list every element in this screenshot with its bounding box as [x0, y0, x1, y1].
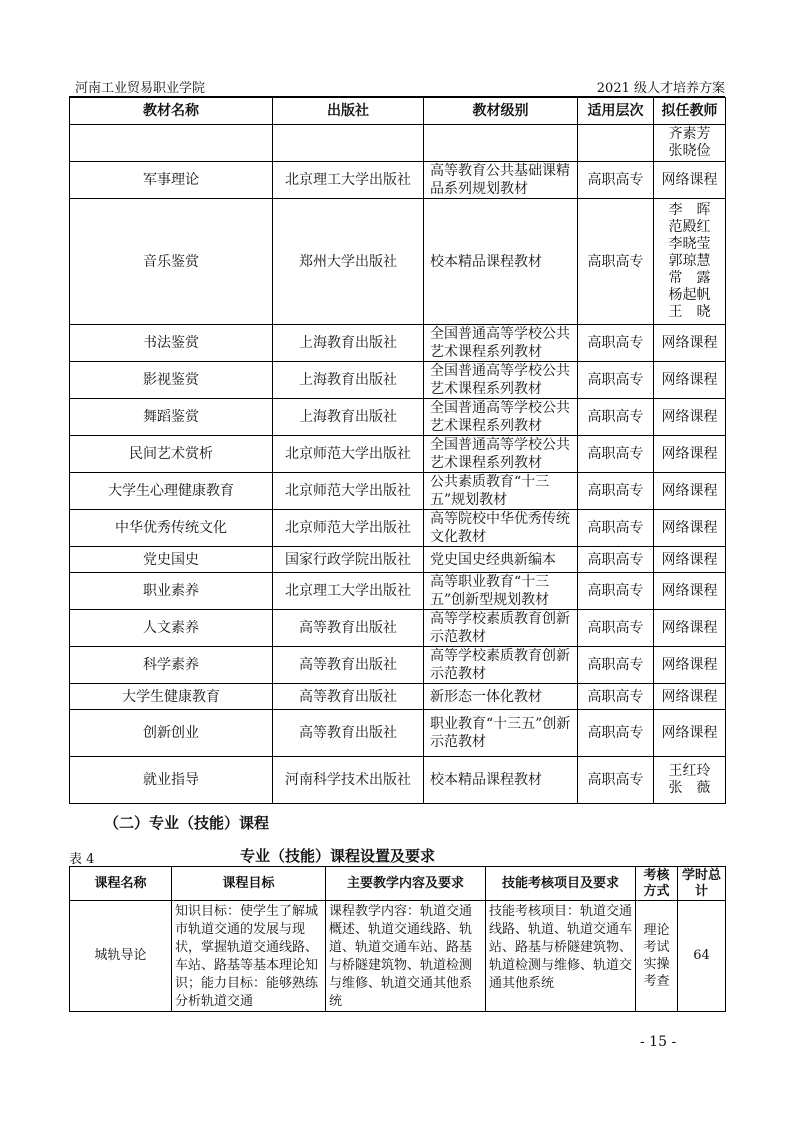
table-row: [70, 610, 726, 647]
teacher-name: 张 薇: [668, 780, 711, 796]
teacher-name: 网络课程: [661, 657, 718, 673]
textbook-name: 民间艺术赏析: [70, 436, 273, 473]
teachers: [654, 399, 726, 436]
table-row: [70, 473, 726, 510]
teacher-name: 李 晖: [668, 202, 711, 218]
col-header: 课程名称: [70, 867, 172, 901]
teachers: [654, 362, 726, 399]
teacher-name: 网络课程: [661, 409, 718, 425]
textbook-level: 党史国史经典新编本: [424, 547, 578, 573]
teachers: [654, 325, 726, 362]
textbook-level: 全国普通高等学校公共艺术课程系列教材: [424, 436, 578, 473]
teachers: [654, 647, 726, 684]
exam-method-line: 考查: [643, 973, 670, 989]
teacher-name: 常 露: [668, 270, 711, 286]
teacher-name: 郭琼慧: [668, 253, 711, 269]
publisher: 高等教育出版社: [273, 647, 424, 684]
teachers: [654, 125, 726, 162]
textbook-level: 高等学校素质教育创新示范教材: [424, 610, 578, 647]
textbook-level: 新形态一体化教材: [424, 684, 578, 710]
publisher: 上海教育出版社: [273, 362, 424, 399]
section-heading: （二）专业（技能）课程: [104, 814, 270, 832]
table-row: [70, 757, 726, 804]
exam-method: [636, 901, 678, 1012]
applicable-tier: 高职高专: [578, 573, 654, 610]
teacher-name: 网络课程: [661, 551, 718, 568]
textbook-name: 大学生健康教育: [70, 684, 273, 710]
total-hours: 64: [678, 901, 726, 1012]
table-label: 表 4: [69, 852, 95, 867]
course-goal: 知识目标：使学生了解城市轨道交通的发展与现状，掌握轨道交通线路、车站、路基等基本理论知识；能力目标：能够熟练分析轨道交通: [172, 901, 326, 1012]
textbook-name: 大学生心理健康教育: [70, 473, 273, 510]
exam-method-line: 理论: [643, 922, 670, 938]
table-row: [70, 547, 726, 573]
textbook-name: 就业指导: [70, 757, 273, 804]
table-row: [70, 399, 726, 436]
applicable-tier: 高职高专: [578, 473, 654, 510]
col-header: 适用层次: [578, 98, 654, 125]
table-row: [70, 710, 726, 757]
teachers: [654, 436, 726, 473]
applicable-tier: 高职高专: [578, 199, 654, 325]
skill-assessment: 技能考核项目：轨道交通线路、轨道、轨道交通车站、路基与桥隧建筑物、轨道检测与维修、轨道交通其他系统: [486, 901, 636, 1012]
course-table: [69, 866, 726, 1012]
publisher: 郑州大学出版社: [273, 199, 424, 325]
textbook-level: 高等院校中华优秀传统文化教材: [424, 510, 578, 547]
applicable-tier: 高职高专: [578, 325, 654, 362]
applicable-tier: 高职高专: [578, 684, 654, 710]
plan-title: 2021 级人才培养方案: [596, 81, 725, 96]
textbook-name: 军事理论: [70, 162, 273, 199]
table-row: [70, 362, 726, 399]
publisher: 高等教育出版社: [273, 710, 424, 757]
publisher: 上海教育出版社: [273, 325, 424, 362]
teacher-name: 范殿红: [668, 219, 711, 235]
teachers: [654, 610, 726, 647]
teachers: [654, 684, 726, 710]
col-header: 教材名称: [70, 98, 273, 125]
publisher: [273, 125, 424, 162]
table-row: [70, 901, 726, 1012]
applicable-tier: 高职高专: [578, 362, 654, 399]
textbook-name: 书法鉴赏: [70, 325, 273, 362]
textbook-level: 公共素质教育“十三五”规划教材: [424, 473, 578, 510]
applicable-tier: 高职高专: [578, 162, 654, 199]
applicable-tier: 高职高专: [578, 510, 654, 547]
textbook-level: 校本精品课程教材: [424, 199, 578, 325]
teachers: [654, 162, 726, 199]
teacher-name: 网络课程: [661, 688, 718, 705]
applicable-tier: 高职高专: [578, 610, 654, 647]
textbook-level: 高等职业教育“十三五”创新型规划教材: [424, 573, 578, 610]
teacher-name: 网络课程: [661, 446, 718, 462]
textbook-level: 职业教育“十三五”创新示范教材: [424, 710, 578, 757]
textbook-level: 高等教育公共基础课精品系列规划教材: [424, 162, 578, 199]
textbook-name: 人文素养: [70, 610, 273, 647]
exam-method-line: 实操: [643, 956, 670, 972]
col-header: 主要教学内容及要求: [326, 867, 486, 901]
teachers: [654, 710, 726, 757]
textbook-name: 职业素养: [70, 573, 273, 610]
table-row: [70, 436, 726, 473]
course-content: 课程教学内容：轨道交通概述、轨道交通线路、轨道、轨道交通车站、路基与桥隧建筑物、轨道检测与维修、轨道交通其他系统: [326, 901, 486, 1012]
teachers: [654, 199, 726, 325]
teacher-name: 齐素芳: [668, 126, 711, 142]
teacher-name: 网络课程: [661, 725, 718, 741]
course-name: 城轨导论: [70, 901, 172, 1012]
table-row: [70, 647, 726, 684]
publisher: 北京理工大学出版社: [273, 573, 424, 610]
page-number: - 15 -: [640, 1034, 677, 1050]
teacher-name: 网络课程: [661, 335, 718, 351]
table-title: 专业（技能）课程设置及要求: [240, 847, 436, 865]
teacher-name: 网络课程: [661, 620, 718, 636]
teachers: [654, 757, 726, 804]
publisher: 国家行政学院出版社: [273, 547, 424, 573]
publisher: 北京师范大学出版社: [273, 473, 424, 510]
teacher-name: 网络课程: [661, 520, 718, 536]
course-table-header: [70, 867, 726, 901]
teacher-name: 张晓俭: [668, 143, 711, 159]
publisher: 高等教育出版社: [273, 684, 424, 710]
teachers: [654, 573, 726, 610]
table-row: [70, 162, 726, 199]
teacher-name: 李晓莹: [668, 236, 711, 252]
table-row: [70, 325, 726, 362]
teacher-name: 杨起帆: [668, 287, 711, 303]
teachers: [654, 473, 726, 510]
table-row: [70, 684, 726, 710]
col-header: 课程目标: [172, 867, 326, 901]
col-header: 拟任教师: [654, 98, 726, 125]
col-header: 考核方式: [636, 867, 678, 901]
publisher: 河南科学技术出版社: [273, 757, 424, 804]
teacher-name: 网络课程: [661, 583, 718, 599]
textbook-name: 音乐鉴赏: [70, 199, 273, 325]
teacher-name: 王 晓: [668, 304, 711, 320]
teachers: [654, 547, 726, 573]
textbook-name: 舞蹈鉴赏: [70, 399, 273, 436]
table-row: [70, 125, 726, 162]
applicable-tier: 高职高专: [578, 710, 654, 757]
applicable-tier: 高职高专: [578, 757, 654, 804]
applicable-tier: 高职高专: [578, 436, 654, 473]
applicable-tier: 高职高专: [578, 547, 654, 573]
col-header: 学时总计: [678, 867, 726, 901]
teachers: [654, 510, 726, 547]
textbook-name: 党史国史: [70, 547, 273, 573]
publisher: 北京师范大学出版社: [273, 510, 424, 547]
textbook-level: 全国普通高等学校公共艺术课程系列教材: [424, 399, 578, 436]
textbook-name: 中华优秀传统文化: [70, 510, 273, 547]
table-row: [70, 573, 726, 610]
publisher: 北京师范大学出版社: [273, 436, 424, 473]
table-row: [70, 510, 726, 547]
teacher-name: 网络课程: [661, 372, 718, 388]
col-header: 教材级别: [424, 98, 578, 125]
textbook-name: 创新创业: [70, 710, 273, 757]
textbook-level: [424, 125, 578, 162]
publisher: 北京理工大学出版社: [273, 162, 424, 199]
textbook-table-header: [70, 98, 726, 125]
teacher-name: 网络课程: [661, 483, 718, 499]
applicable-tier: 高职高专: [578, 647, 654, 684]
teacher-name: 网络课程: [661, 172, 718, 188]
textbook-level: 校本精品课程教材: [424, 757, 578, 804]
publisher: 上海教育出版社: [273, 399, 424, 436]
exam-method-line: 考试: [643, 939, 670, 955]
textbook-name: 影视鉴赏: [70, 362, 273, 399]
textbook-name: 科学素养: [70, 647, 273, 684]
textbook-level: 全国普通高等学校公共艺术课程系列教材: [424, 362, 578, 399]
publisher: 高等教育出版社: [273, 610, 424, 647]
col-header: 技能考核项目及要求: [486, 867, 636, 901]
page-header: [69, 74, 725, 96]
textbook-level: 高等学校素质教育创新示范教材: [424, 647, 578, 684]
textbook-level: 全国普通高等学校公共艺术课程系列教材: [424, 325, 578, 362]
applicable-tier: [578, 125, 654, 162]
col-header: 出版社: [273, 98, 424, 125]
textbook-name: [70, 125, 273, 162]
teacher-name: 王红玲: [668, 763, 711, 779]
table-row: [70, 199, 726, 325]
textbook-table: [69, 97, 726, 804]
applicable-tier: 高职高专: [578, 399, 654, 436]
school-name: 河南工业贸易职业学院: [75, 81, 206, 96]
